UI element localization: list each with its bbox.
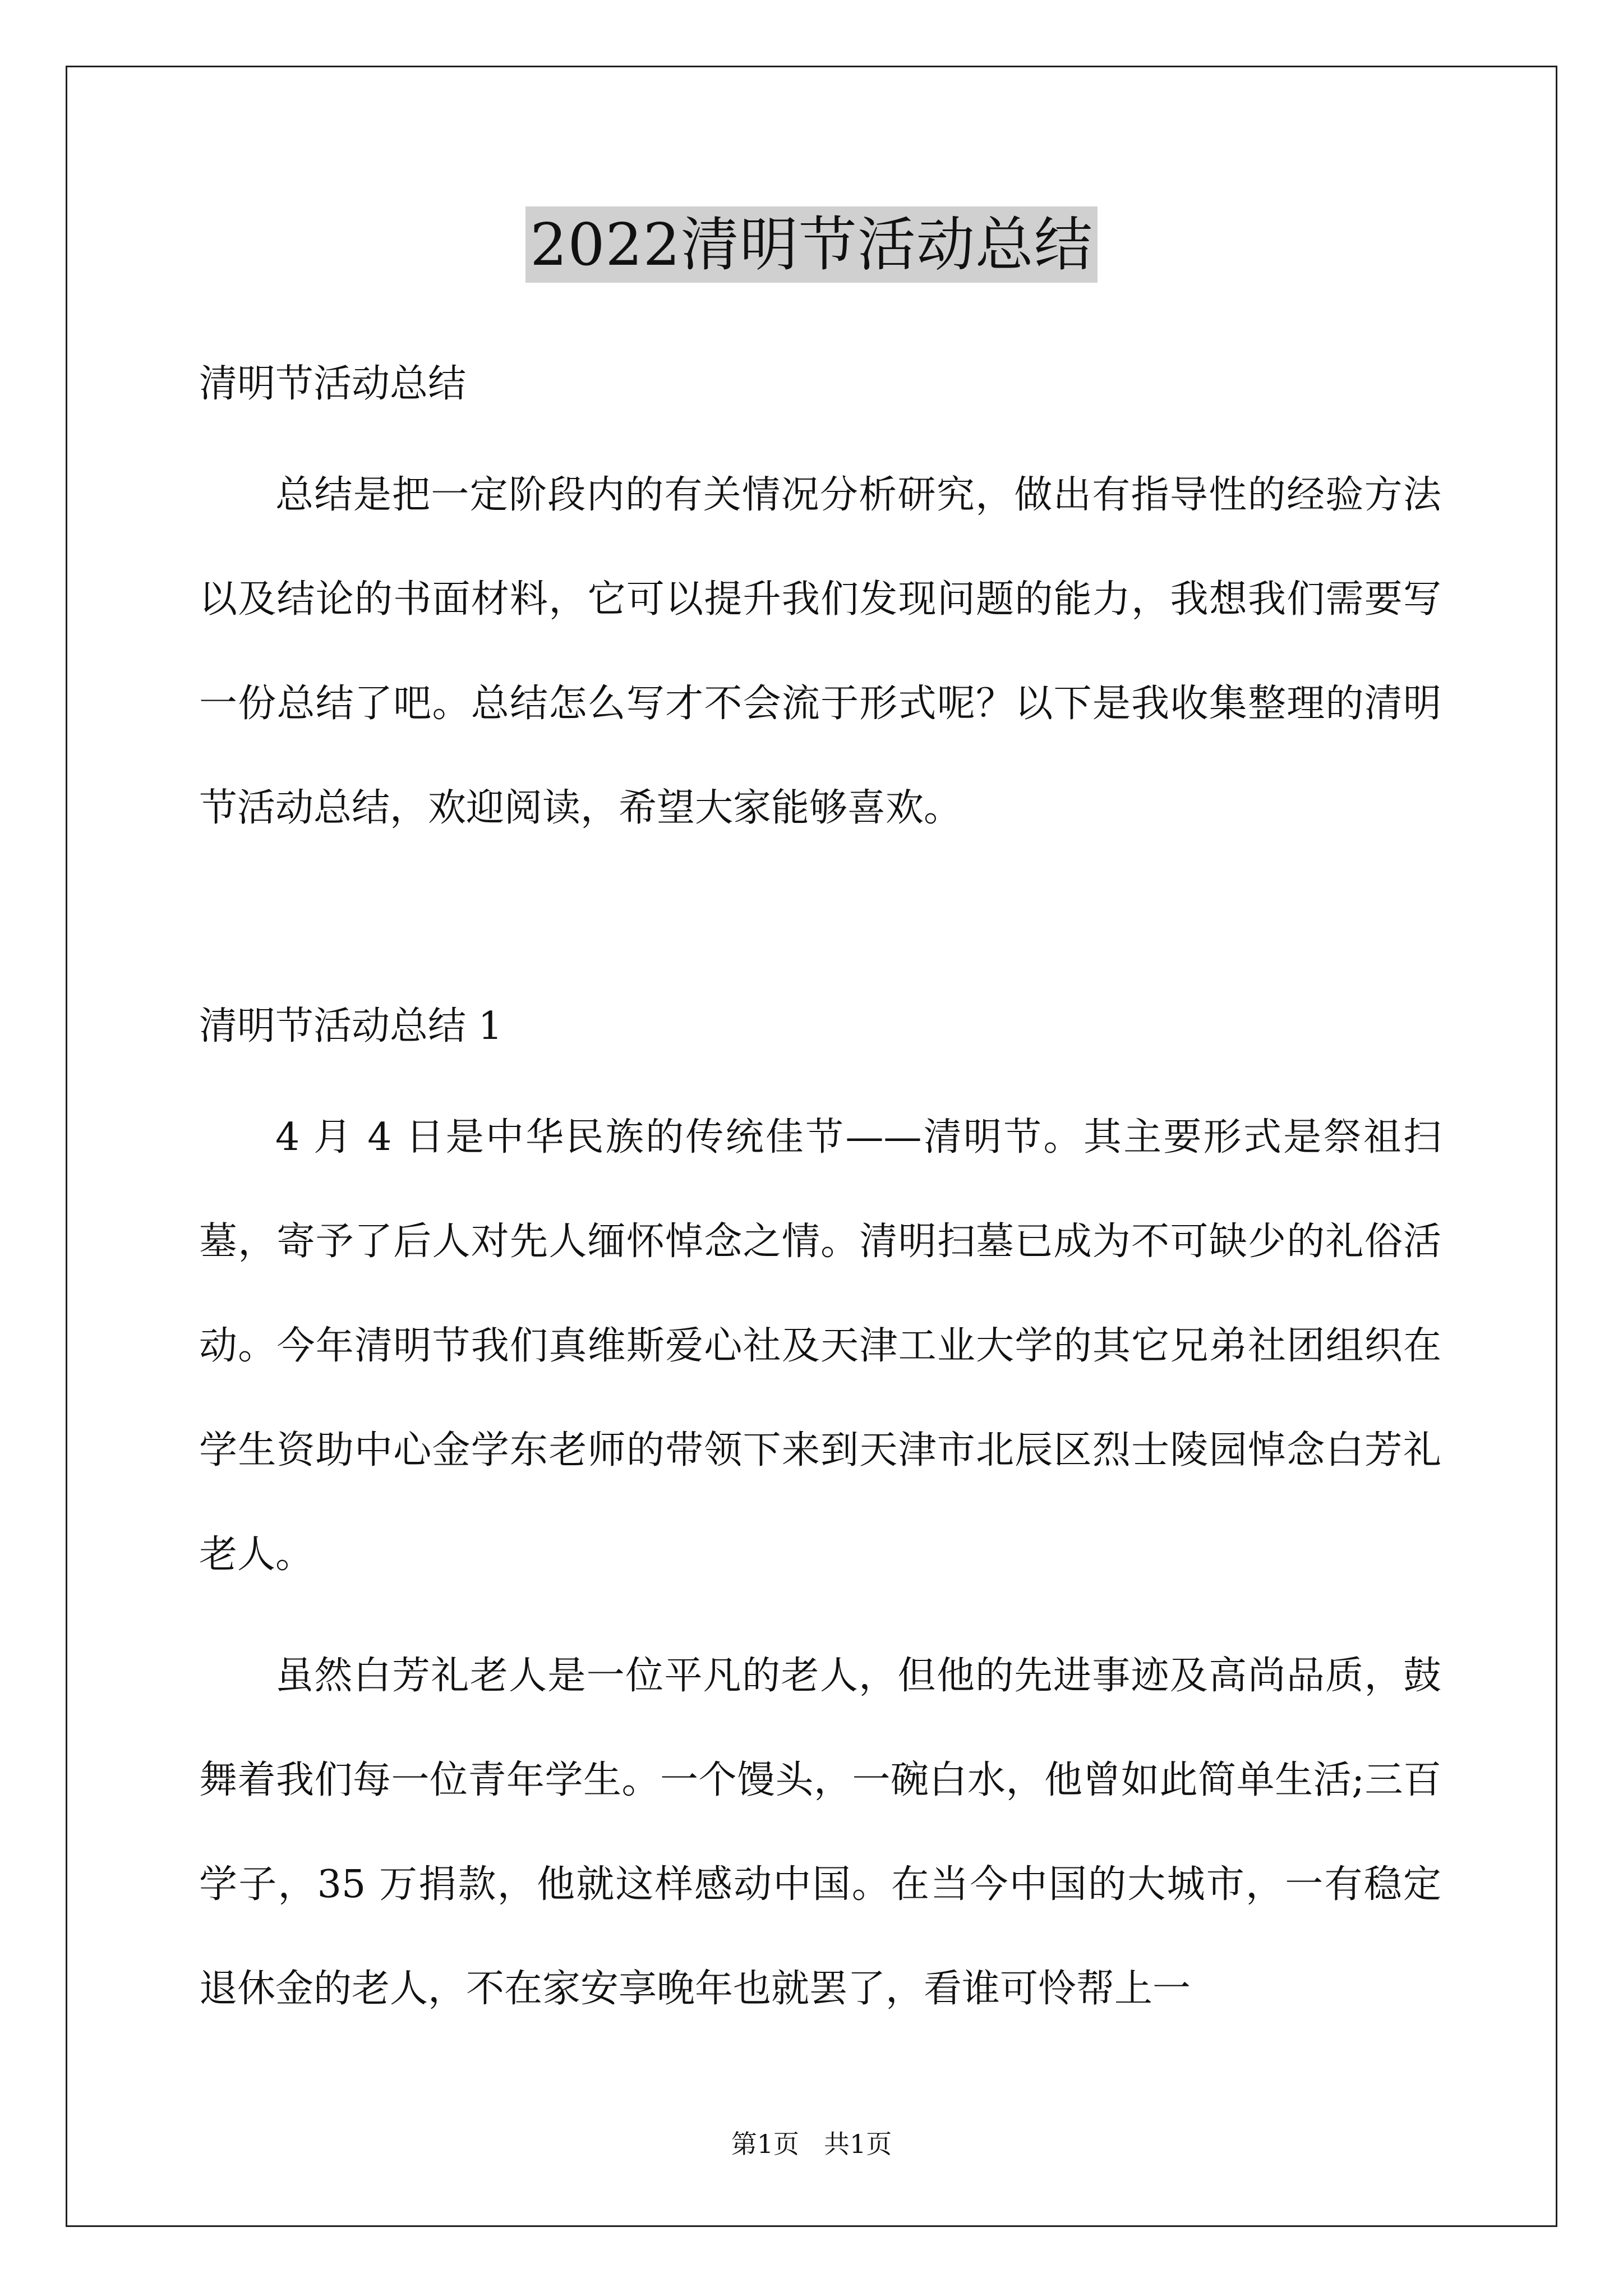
section-paragraph-2: 虽然白芳礼老人是一位平凡的老人，但他的先进事迹及高尚品质，鼓舞着我们每一位青年学生。一个馒头，一碗白水，他曾如此简单生活;三百学子，35 万捐款，他就这样感动中国。在当今中国的大城市，一有稳定退休金的老人，不在家安享晚年也就罢了，看谁可怜帮上一	[199, 1654, 1441, 2011]
title-container	[0, 206, 1623, 283]
intro-heading: 清明节活动总结	[199, 362, 467, 406]
document-title: 2022清明节活动总结	[525, 206, 1098, 283]
page-footer	[0, 2127, 1623, 2161]
section-paragraph-1: 4 月 4 日是中华民族的传统佳节——清明节。其主要形式是祭祖扫墓，寄予了后人对先人缅怀悼念之情。清明扫墓已成为不可缺少的礼俗活动。今年清明节我们真维斯爱心社及天津工业大学的其它兄弟社团组织在学生资助中心金学东老师的带领下来到天津市北辰区烈士陵园悼念白芳礼老人。	[199, 1115, 1441, 1577]
intro-paragraph: 总结是把一定阶段内的有关情况分析研究，做出有指导性的经验方法以及结论的书面材料，它可以提升我们发现问题的能力，我想我们需要写一份总结了吧。总结怎么写才不会流于形式呢？以下是我收集整理的清明节活动总结，欢迎阅读，希望大家能够喜欢。	[199, 473, 1441, 830]
page-total: 共1页	[823, 2129, 892, 2159]
page-number: 第1页	[731, 2129, 800, 2159]
section-heading: 清明节活动总结 1	[199, 1004, 502, 1048]
